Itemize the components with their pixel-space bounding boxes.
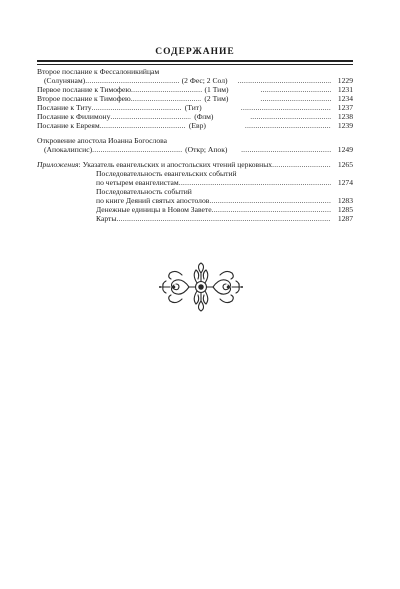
toc-page bbox=[37, 46, 353, 223]
toc-appendix-entry bbox=[37, 205, 353, 214]
page-title: СОДЕРЖАНИЕ bbox=[155, 47, 235, 57]
leader-dots bbox=[241, 103, 331, 112]
appendix-label: Приложения bbox=[37, 160, 79, 170]
entry-page: 1238 bbox=[337, 112, 353, 122]
appendix-colon: : bbox=[78, 160, 81, 170]
entry-abbreviation: (Флм) bbox=[194, 112, 214, 122]
entry-abbreviation: (Евр) bbox=[188, 121, 206, 131]
leader-dots bbox=[209, 196, 331, 205]
toc-appendix-entry bbox=[37, 178, 353, 187]
entry-abbreviation: (1 Тим) bbox=[204, 85, 229, 95]
leader-dots bbox=[92, 145, 182, 154]
toc-appendix-entry bbox=[37, 187, 353, 196]
entry-page: 1239 bbox=[337, 121, 353, 131]
toc-entry-heading bbox=[37, 67, 353, 76]
entry-title: Откровение апостола Иоанна Богослова bbox=[37, 136, 167, 146]
leader-dots bbox=[238, 76, 331, 85]
entry-abbreviation: (2 Тим) bbox=[204, 94, 229, 104]
toc-entry bbox=[37, 112, 353, 121]
toc-entry bbox=[37, 121, 353, 130]
leader-dots bbox=[92, 103, 182, 112]
toc-appendix-entry bbox=[37, 160, 353, 169]
ornament-icon bbox=[158, 261, 244, 313]
entry-title: (Апокалипсис) bbox=[44, 145, 93, 155]
leader-dots bbox=[179, 178, 331, 187]
entry-title: Последовательность евангельских событий bbox=[96, 169, 237, 179]
toc-appendix-entry bbox=[37, 214, 353, 223]
entry-page: 1265 bbox=[337, 160, 353, 170]
entry-abbreviation: (Откр; Апок) bbox=[185, 145, 228, 155]
entry-abbreviation: (Тит) bbox=[184, 103, 202, 113]
leader-dots bbox=[131, 85, 202, 94]
entry-title: по книге Деяний святых апостолов bbox=[96, 196, 210, 206]
entry-title: по четырем евангелистам bbox=[96, 178, 179, 188]
toc-entry bbox=[37, 94, 353, 103]
toc-entry bbox=[37, 85, 353, 94]
leader-dots bbox=[245, 121, 331, 130]
leader-dots bbox=[260, 94, 331, 103]
entry-page: 1274 bbox=[337, 178, 353, 188]
leader-dots bbox=[100, 121, 186, 130]
entry-title: Послание к Филимону bbox=[37, 112, 111, 122]
toc-entry bbox=[37, 145, 353, 154]
entry-title: Карты bbox=[96, 214, 117, 224]
entry-title: Второе послание к Тимофею bbox=[37, 94, 131, 104]
entry-page: 1234 bbox=[337, 94, 353, 104]
entry-title: Первое послание к Тимофею bbox=[37, 85, 131, 95]
entry-abbreviation: (2 Фес; 2 Сол) bbox=[181, 76, 228, 86]
leader-dots bbox=[212, 205, 331, 214]
leader-dots bbox=[241, 145, 331, 154]
entry-page: 1229 bbox=[337, 76, 353, 86]
entry-title: Денежные единицы в Новом Завете bbox=[96, 205, 212, 215]
entry-title: Последовательность событий bbox=[96, 187, 192, 197]
toc-entry-heading bbox=[37, 136, 353, 145]
leader-dots bbox=[272, 160, 331, 169]
leader-dots bbox=[261, 85, 332, 94]
entry-title: Послание к Евреям bbox=[37, 121, 100, 131]
leader-dots bbox=[131, 94, 202, 103]
toc-list bbox=[37, 67, 353, 223]
entry-page: 1285 bbox=[337, 205, 353, 215]
leader-dots bbox=[116, 214, 331, 223]
entry-title: Второе послание к Фессалоникийцам bbox=[37, 67, 160, 77]
leader-dots bbox=[250, 112, 331, 121]
leader-dots bbox=[85, 76, 178, 85]
entry-title: Послание к Титу bbox=[37, 103, 92, 113]
entry-page: 1249 bbox=[337, 145, 353, 155]
toc-appendix-entry bbox=[37, 196, 353, 205]
toc-entry bbox=[37, 76, 353, 85]
entry-page: 1237 bbox=[337, 103, 353, 113]
entry-page: 1231 bbox=[337, 85, 353, 95]
title-rule-thick bbox=[37, 60, 353, 62]
entry-page: 1287 bbox=[337, 214, 353, 224]
toc-entry bbox=[37, 103, 353, 112]
entry-title: Указатель евангельских и апостольских чтений церковных bbox=[82, 160, 273, 170]
toc-appendix-entry bbox=[37, 169, 353, 178]
title-rule-thin bbox=[37, 64, 353, 65]
entry-title: (Солунянам) bbox=[44, 76, 86, 86]
entry-page: 1283 bbox=[337, 196, 353, 206]
leader-dots bbox=[110, 112, 191, 121]
